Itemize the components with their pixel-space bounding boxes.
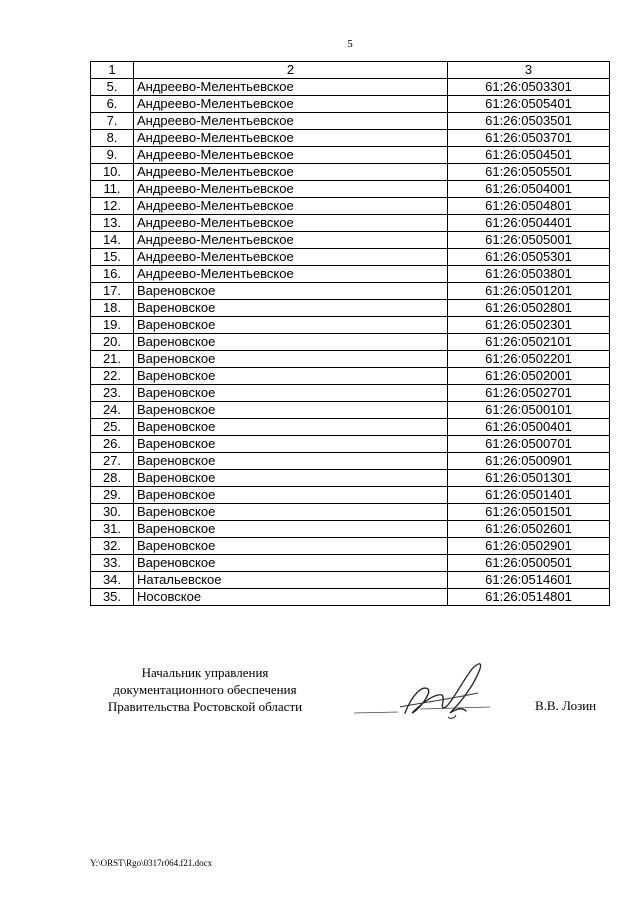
table-row (91, 589, 610, 606)
row-number: 16. (91, 266, 134, 283)
table-row (91, 402, 610, 419)
table-row (91, 487, 610, 504)
settlement-name: Андреево-Мелентьевское (134, 266, 448, 283)
settlement-name: Носовское (134, 589, 448, 606)
cadastral-code: 61:26:0502801 (448, 300, 610, 317)
settlement-name: Андреево-Мелентьевское (134, 130, 448, 147)
table-row (91, 215, 610, 232)
cadastral-code: 61:26:0500401 (448, 419, 610, 436)
table-row (91, 521, 610, 538)
row-number: 14. (91, 232, 134, 249)
table-row (91, 572, 610, 589)
row-number: 5. (91, 79, 134, 96)
row-number: 24. (91, 402, 134, 419)
table-body (91, 79, 610, 606)
cadastral-code: 61:26:0502201 (448, 351, 610, 368)
settlement-name: Вареновское (134, 453, 448, 470)
column-header-settlement: 2 (134, 62, 448, 79)
table-row (91, 555, 610, 572)
cadastral-code: 61:26:0502901 (448, 538, 610, 555)
cadastral-code: 61:26:0501401 (448, 487, 610, 504)
column-header-number: 1 (91, 62, 134, 79)
table-row (91, 351, 610, 368)
cadastral-code: 61:26:0514801 (448, 589, 610, 606)
row-number: 31. (91, 521, 134, 538)
settlement-name: Андреево-Мелентьевское (134, 113, 448, 130)
table-row (91, 504, 610, 521)
table-row (91, 130, 610, 147)
cadastral-code: 61:26:0505401 (448, 96, 610, 113)
row-number: 34. (91, 572, 134, 589)
column-header-cadastral-code: 3 (448, 62, 610, 79)
cadastral-table (90, 61, 610, 606)
cadastral-code: 61:26:0502001 (448, 368, 610, 385)
settlement-name: Вареновское (134, 470, 448, 487)
table-row (91, 538, 610, 555)
settlement-name: Вареновское (134, 504, 448, 521)
cadastral-code: 61:26:0500501 (448, 555, 610, 572)
row-number: 15. (91, 249, 134, 266)
table-row (91, 113, 610, 130)
table-row (91, 385, 610, 402)
table-row (91, 334, 610, 351)
row-number: 25. (91, 419, 134, 436)
settlement-name: Андреево-Мелентьевское (134, 198, 448, 215)
settlement-name: Вареновское (134, 521, 448, 538)
position-line-2: документационного обеспечения (113, 682, 297, 697)
cadastral-code: 61:26:0504401 (448, 215, 610, 232)
table-row (91, 283, 610, 300)
table-row (91, 232, 610, 249)
cadastral-code: 61:26:0501501 (448, 504, 610, 521)
settlement-name: Натальевское (134, 572, 448, 589)
cadastral-code: 61:26:0504001 (448, 181, 610, 198)
cadastral-code: 61:26:0502701 (448, 385, 610, 402)
signatory-position (90, 664, 320, 715)
settlement-name: Андреево-Мелентьевское (134, 232, 448, 249)
row-number: 35. (91, 589, 134, 606)
row-number: 17. (91, 283, 134, 300)
settlement-name: Вареновское (134, 419, 448, 436)
settlement-name: Вареновское (134, 436, 448, 453)
row-number: 18. (91, 300, 134, 317)
row-number: 11. (91, 181, 134, 198)
table-row (91, 198, 610, 215)
row-number: 30. (91, 504, 134, 521)
settlement-name: Андреево-Мелентьевское (134, 96, 448, 113)
table-row (91, 96, 610, 113)
settlement-name: Вареновское (134, 385, 448, 402)
cadastral-code: 61:26:0500901 (448, 453, 610, 470)
settlement-name: Вареновское (134, 402, 448, 419)
cadastral-code: 61:26:0504801 (448, 198, 610, 215)
cadastral-code: 61:26:0502601 (448, 521, 610, 538)
row-number: 33. (91, 555, 134, 572)
settlement-name: Андреево-Мелентьевское (134, 147, 448, 164)
row-number: 29. (91, 487, 134, 504)
table-row (91, 147, 610, 164)
row-number: 22. (91, 368, 134, 385)
cadastral-code: 61:26:0503701 (448, 130, 610, 147)
row-number: 12. (91, 198, 134, 215)
settlement-name: Андреево-Мелентьевское (134, 79, 448, 96)
settlement-name: Вареновское (134, 487, 448, 504)
cadastral-code: 61:26:0503501 (448, 113, 610, 130)
settlement-name: Вареновское (134, 334, 448, 351)
page-number: 5 (347, 38, 353, 50)
settlement-name: Андреево-Мелентьевское (134, 181, 448, 198)
handwritten-signature (350, 655, 500, 725)
cadastral-code: 61:26:0504501 (448, 147, 610, 164)
cadastral-code: 61:26:0503301 (448, 79, 610, 96)
row-number: 28. (91, 470, 134, 487)
table-header-row (91, 62, 610, 79)
settlement-name: Вареновское (134, 555, 448, 572)
cadastral-code: 61:26:0505001 (448, 232, 610, 249)
cadastral-code: 61:26:0514601 (448, 572, 610, 589)
signatory-name: В.В. Лозин (535, 698, 597, 713)
row-number: 9. (91, 147, 134, 164)
table-row (91, 317, 610, 334)
settlement-name: Вареновское (134, 351, 448, 368)
table-row (91, 453, 610, 470)
settlement-name: Вареновское (134, 300, 448, 317)
table-row (91, 249, 610, 266)
table-row (91, 181, 610, 198)
file-path: Y:\ORST\Rgo\0317r064.f21.docx (90, 858, 213, 868)
cadastral-code: 61:26:0500101 (448, 402, 610, 419)
cadastral-code: 61:26:0502301 (448, 317, 610, 334)
row-number: 19. (91, 317, 134, 334)
settlement-name: Вареновское (134, 283, 448, 300)
position-line-1: Начальник управления (141, 665, 269, 680)
table-row (91, 164, 610, 181)
row-number: 23. (91, 385, 134, 402)
row-number: 20. (91, 334, 134, 351)
cadastral-code: 61:26:0505301 (448, 249, 610, 266)
settlement-name: Андреево-Мелентьевское (134, 215, 448, 232)
cadastral-code: 61:26:0500701 (448, 436, 610, 453)
row-number: 10. (91, 164, 134, 181)
row-number: 13. (91, 215, 134, 232)
settlement-name: Андреево-Мелентьевское (134, 249, 448, 266)
row-number: 26. (91, 436, 134, 453)
row-number: 6. (91, 96, 134, 113)
settlement-name: Вареновское (134, 317, 448, 334)
table-row (91, 79, 610, 96)
settlement-name: Вареновское (134, 538, 448, 555)
settlement-name: Андреево-Мелентьевское (134, 164, 448, 181)
cadastral-code: 61:26:0505501 (448, 164, 610, 181)
table-row (91, 436, 610, 453)
cadastral-code: 61:26:0501201 (448, 283, 610, 300)
cadastral-code: 61:26:0501301 (448, 470, 610, 487)
table-row (91, 266, 610, 283)
table-row (91, 368, 610, 385)
table-row (91, 300, 610, 317)
cadastral-code: 61:26:0502101 (448, 334, 610, 351)
cadastral-code: 61:26:0503801 (448, 266, 610, 283)
row-number: 21. (91, 351, 134, 368)
row-number: 8. (91, 130, 134, 147)
table-row (91, 470, 610, 487)
row-number: 7. (91, 113, 134, 130)
position-line-3: Правительства Ростовской области (107, 699, 303, 714)
row-number: 27. (91, 453, 134, 470)
row-number: 32. (91, 538, 134, 555)
settlement-name: Вареновское (134, 368, 448, 385)
table-row (91, 419, 610, 436)
